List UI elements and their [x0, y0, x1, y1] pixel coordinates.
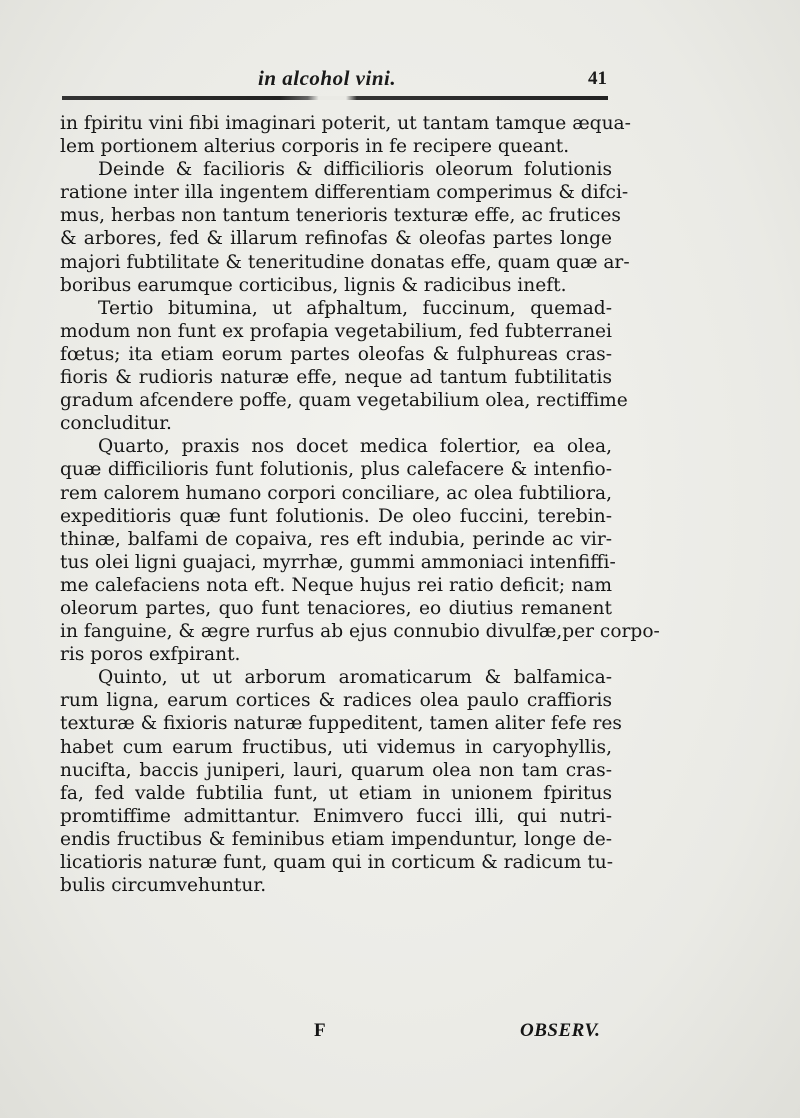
- text-line: Quinto, ut ut arborum aromaticarum & balfamica-: [98, 667, 612, 689]
- text-line: endis fructibus & feminibus etiam impenduntur, longe de-: [60, 828, 612, 850]
- text-line: bulis circumvehuntur.: [60, 875, 267, 897]
- text-line: tus olei ligni guajaci, myrrhæ, gummi ammoniaci intenfiffi-: [60, 551, 616, 573]
- text-line: in fanguine, & ægre rurfus ab ejus connubio divulfæ,per corpo-: [60, 621, 660, 643]
- text-line: nucifta, baccis juniperi, lauri, quarum olea non tam cras-: [60, 759, 612, 781]
- text-line: ratione inter illa ingentem differentiam comperimus & difci-: [60, 182, 629, 204]
- page-footer: [0, 1020, 800, 1050]
- text-line: quæ difficilioris funt folutionis, plus calefacere & intenfio-: [60, 459, 612, 481]
- text-line: licatioris naturæ funt, quam qui in corticum & radicum tu-: [60, 852, 614, 873]
- text-line: rem calorem humano corpori conciliare, ac olea fubtiliora,: [60, 482, 612, 504]
- text-line: in fpiritu vini fibi imaginari poterit, ut tantam tamque æqua-: [60, 113, 631, 134]
- running-head: [0, 66, 800, 96]
- text-line: rum ligna, earum cortices & radices olea paulo craffioris: [60, 690, 612, 712]
- running-title: in alcohol vini.: [258, 66, 397, 90]
- text-line: fa, fed valde fubtilia funt, ut etiam in unionem fpiritus: [60, 782, 612, 804]
- page-number: 41: [588, 68, 607, 89]
- text-line: texturæ & fixioris naturæ fuppeditent, tamen aliter fefe res: [60, 713, 622, 735]
- text-line: modum non funt ex profapia vegetabilium, fed fubterranei: [60, 320, 612, 342]
- signature-mark: F: [314, 1020, 326, 1041]
- catchword: OBSERV.: [520, 1020, 601, 1041]
- text-line: me calefaciens nota eft. Neque hujus rei ratio deficit; nam: [60, 574, 612, 596]
- text-line: lem portionem alterius corporis in fe recipere queant.: [60, 136, 570, 158]
- text-line: oleorum partes, quo funt tenaciores, eo diutius remanent: [60, 597, 612, 619]
- text-line: ris poros exfpirant.: [60, 644, 241, 666]
- text-line: fœtus; ita etiam eorum partes oleofas & fulphureas cras-: [60, 343, 612, 365]
- text-line: fioris & rudioris naturæ effe, neque ad tantum fubtilitatis: [60, 367, 612, 389]
- text-line: habet cum earum fructibus, uti videmus in caryophyllis,: [60, 736, 612, 758]
- text-line: boribus earumque corticibus, lignis & radicibus ineft.: [60, 274, 567, 296]
- text-line: promtiffime admittantur. Enimvero fucci illi, qui nutri-: [60, 805, 612, 827]
- text-line: gradum afcendere poffe, quam vegetabilium olea, rectiffime: [60, 390, 628, 412]
- text-line: concluditur.: [60, 413, 172, 435]
- text-line: mus, herbas non tantum tenerioris texturæ effe, ac frutices: [60, 205, 621, 227]
- body-text: [60, 112, 660, 897]
- text-line: expeditioris quæ funt folutionis. De oleo fuccini, terebin-: [60, 505, 612, 527]
- header-rule: [62, 96, 608, 100]
- text-line: Tertio bitumina, ut afphaltum, fuccinum, quemad-: [98, 297, 612, 319]
- text-line: thinæ, balfami de copaiva, res eft indubia, perinde ac vir-: [60, 528, 612, 550]
- text-line: & arbores, fed & illarum refinofas & oleofas partes longe: [60, 228, 612, 250]
- text-line: Quarto, praxis nos docet medica folertior, ea olea,: [98, 436, 612, 458]
- text-line: Deinde & facilioris & difficilioris oleorum folutionis: [98, 159, 612, 181]
- text-line: majori fubtilitate & teneritudine donatas effe, quam quæ ar-: [60, 251, 630, 273]
